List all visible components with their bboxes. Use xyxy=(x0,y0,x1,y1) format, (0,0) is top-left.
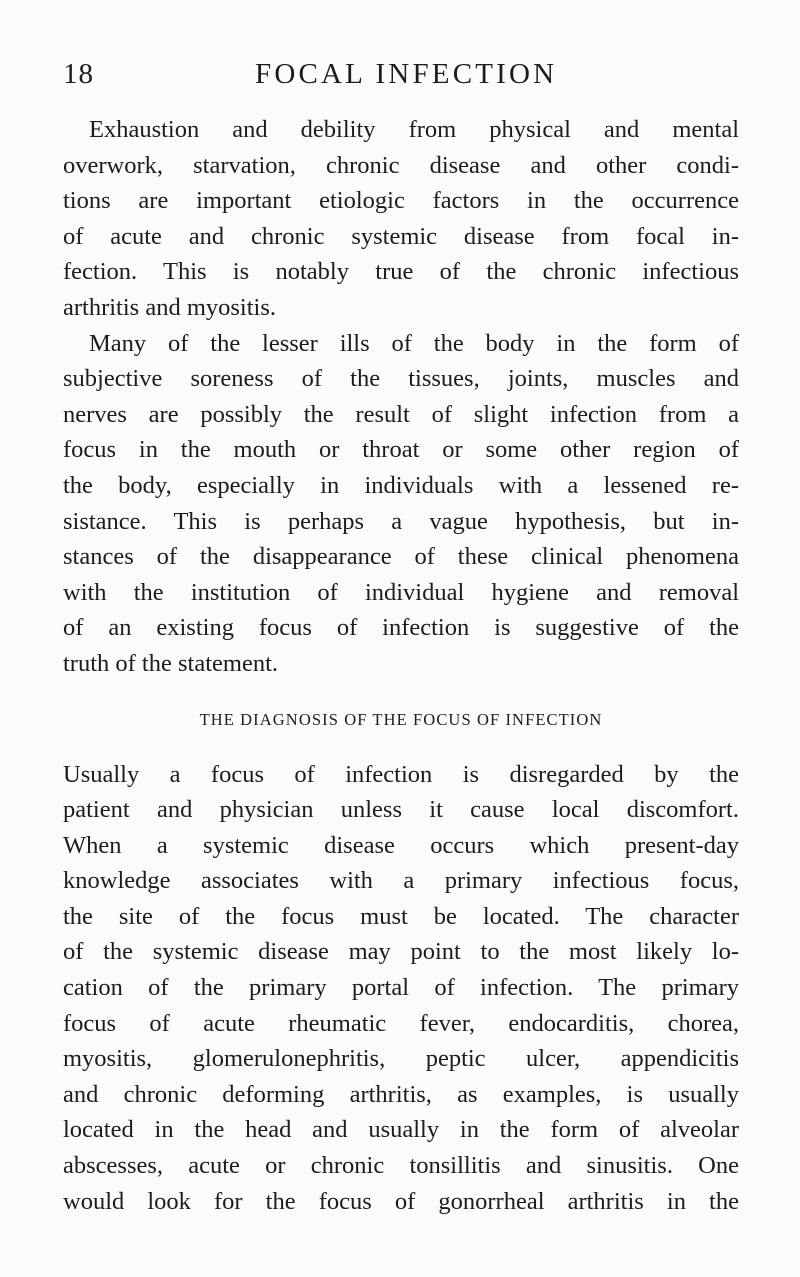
text-line: patient and physician unless it cause local discomfort. xyxy=(63,796,739,824)
text-line: with the institution of individual hygiene and removal xyxy=(63,578,739,606)
text-line: of an existing focus of infection is suggestive of the xyxy=(63,614,739,642)
paragraph-1 xyxy=(63,112,739,326)
text-line: of the systemic disease may point to the most likely lo- xyxy=(63,938,739,966)
text-line: and chronic deforming arthritis, as examples, is usually xyxy=(63,1080,739,1108)
paragraph-2 xyxy=(63,326,739,682)
page-number: 18 xyxy=(63,58,94,90)
text-line: abscesses, acute or chronic tonsillitis and sinusitis. One xyxy=(63,1152,739,1180)
text-line: subjective soreness of the tissues, joints, muscles and xyxy=(63,365,739,393)
text-line: arthritis and myositis. xyxy=(63,293,276,321)
text-line: focus in the mouth or throat or some other region of xyxy=(63,436,739,464)
text-line: the site of the focus must be located. The character xyxy=(63,902,739,930)
text-line: Usually a focus of infection is disregarded by the xyxy=(63,760,739,788)
text-line: tions are important etiologic factors in the occurrence xyxy=(63,187,739,215)
text-line: sistance. This is perhaps a vague hypothesis, but in- xyxy=(63,507,739,535)
text-line: stances of the disappearance of these clinical phenomena xyxy=(63,543,739,571)
running-head xyxy=(63,52,743,96)
text-line: nerves are possibly the result of slight infection from a xyxy=(63,400,739,428)
section-heading: THE DIAGNOSIS OF THE FOCUS OF INFECTION xyxy=(199,709,603,729)
text-line: located in the head and usually in the form of alveolar xyxy=(63,1116,739,1144)
text-line: cation of the primary portal of infection. The primary xyxy=(63,974,739,1002)
body-text xyxy=(63,112,739,1219)
text-line: of acute and chronic systemic disease from focal in- xyxy=(63,222,739,250)
paragraph-3 xyxy=(63,757,739,1220)
text-line: truth of the statement. xyxy=(63,649,278,677)
text-line: Many of the lesser ills of the body in the form of xyxy=(89,329,739,357)
text-line: When a systemic disease occurs which present-day xyxy=(63,831,739,859)
text-line: would look for the focus of gonorrheal arthritis in the xyxy=(63,1187,739,1215)
text-line: fection. This is notably true of the chronic infectious xyxy=(63,258,739,286)
running-title: FOCAL INFECTION xyxy=(255,58,558,90)
text-line: Exhaustion and debility from physical and mental xyxy=(89,116,739,143)
text-line: myositis, glomerulonephritis, peptic ulcer, appendicitis xyxy=(63,1045,739,1073)
text-line: overwork, starvation, chronic disease and other condi- xyxy=(63,151,739,179)
text-line: focus of acute rheumatic fever, endocarditis, chorea, xyxy=(63,1009,739,1037)
text-line: knowledge associates with a primary infectious focus, xyxy=(63,867,739,895)
text-line: the body, especially in individuals with a lessened re- xyxy=(63,471,739,499)
